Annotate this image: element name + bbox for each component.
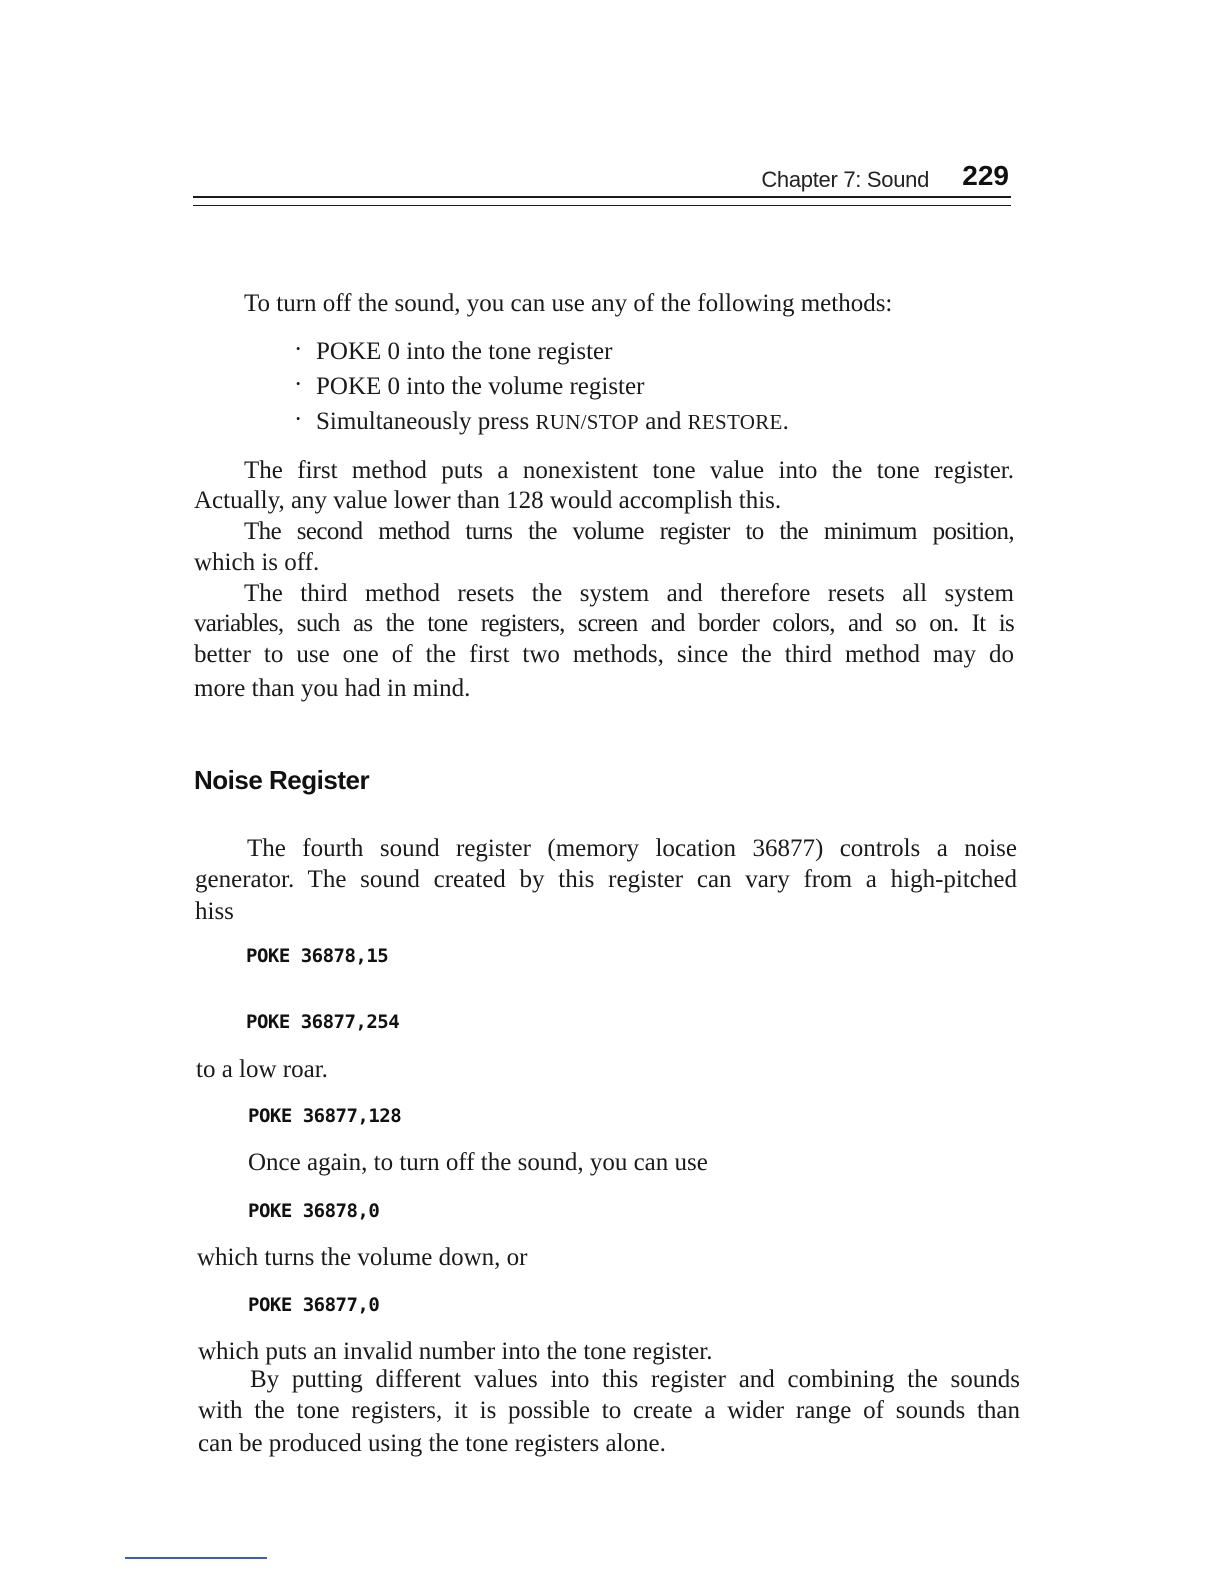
list-item: POKE 0 into the volume register: [316, 373, 645, 400]
paragraph-line: which is off.: [194, 549, 320, 576]
page-number: 229: [962, 160, 1009, 191]
list-item-mid: and: [638, 408, 688, 435]
paragraph-line: more than you had in mind.: [194, 675, 471, 702]
paragraph-line: which puts an invalid number into the tone register.: [198, 1338, 713, 1365]
code-line: POKE 36877,0: [248, 1294, 380, 1316]
bullet-mark: ·: [294, 336, 303, 363]
paragraph-line: generator. The sound created by this register can vary from a high-pitched: [195, 866, 1017, 893]
footer-mark: [125, 1557, 267, 1559]
code-line: POKE 36878,0: [248, 1200, 380, 1222]
paragraph-line: The fourth sound register (memory location 36877) controls a noise: [247, 835, 1017, 862]
paragraph-line: The third method resets the system and therefore resets all system: [244, 580, 1014, 607]
paragraph-line: variables, such as the tone registers, screen and border colors, and so on. It is: [194, 610, 1014, 637]
header-rule-top: [193, 196, 1011, 198]
code-line: POKE 36878,15: [246, 945, 389, 967]
bullet-mark: ·: [294, 371, 303, 398]
paragraph-line: hiss: [195, 898, 234, 925]
chapter-title: Chapter 7: Sound: [761, 167, 929, 192]
paragraph-line: Once again, to turn off the sound, you can use: [248, 1149, 708, 1176]
section-heading: Noise Register: [194, 765, 370, 795]
paragraph-line: The first method puts a nonexistent tone value into the tone register.: [244, 457, 1014, 484]
paragraph-line: can be produced using the tone registers alone.: [198, 1430, 666, 1457]
list-item: [316, 406, 789, 438]
code-line: POKE 36877,254: [246, 1011, 400, 1033]
key-name-run-stop: RUN/STOP: [535, 410, 639, 434]
list-item: POKE 0 into the tone register: [316, 338, 613, 365]
header-rule-bottom: [193, 205, 1011, 206]
key-name-restore: RESTORE: [687, 410, 783, 434]
list-item-end: .: [782, 408, 789, 435]
paragraph-line: By putting different values into this register and combining the sounds: [250, 1366, 1020, 1393]
code-line: POKE 36877,128: [248, 1105, 402, 1127]
paragraph-line: Actually, any value lower than 128 would accomplish this.: [194, 487, 782, 514]
list-item-prefix: Simultaneously press: [316, 408, 536, 435]
paragraph-line: which turns the volume down, or: [197, 1244, 528, 1271]
paragraph-line: with the tone registers, it is possible to create a wider range of sounds than: [198, 1397, 1020, 1424]
paragraph-line: The second method turns the volume register to the minimum position,: [244, 518, 1014, 545]
page-header: [193, 160, 1011, 210]
paragraph-line: to a low roar.: [196, 1056, 328, 1083]
paragraph-line: better to use one of the first two methods, since the third method may do: [194, 641, 1014, 668]
intro-text: To turn off the sound, you can use any of the following methods:: [244, 290, 893, 317]
bullet-mark: ·: [294, 406, 303, 433]
